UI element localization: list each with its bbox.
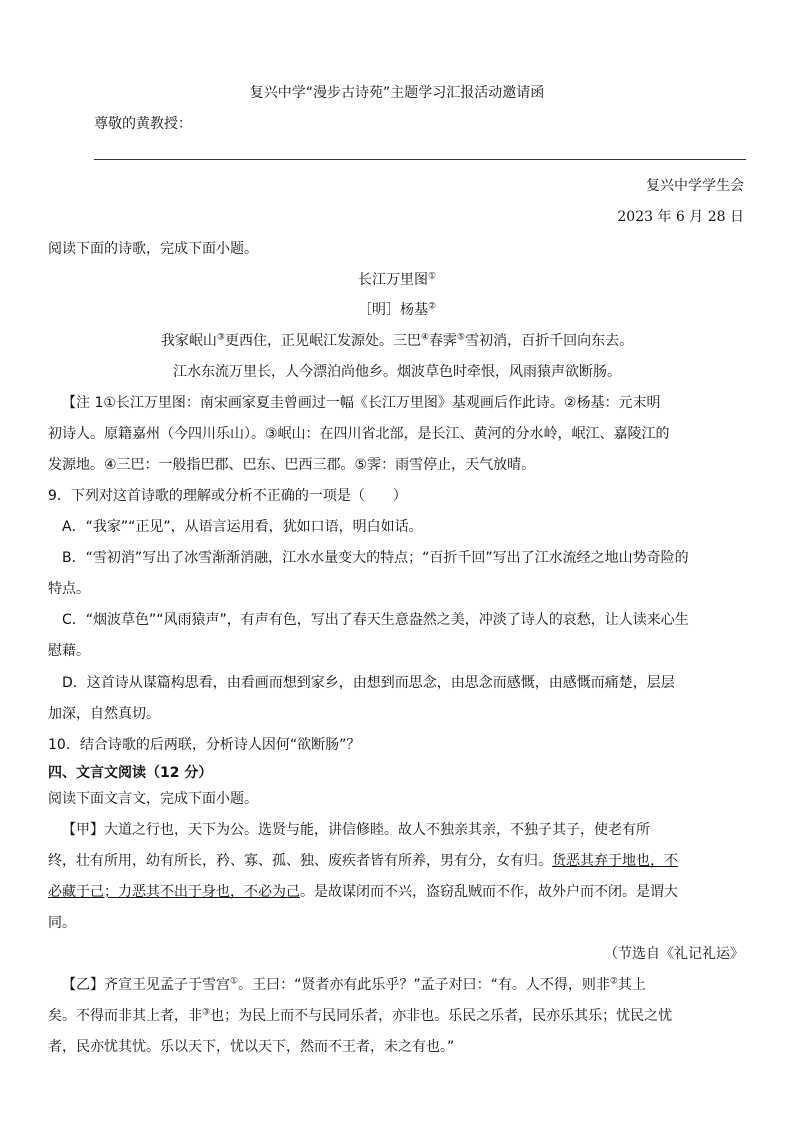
poem-notes-line-3: 发源地。④三巴：一般指巴郡、巴东、巴西三郡。⑤霁：雨雪停止，天气放晴。 <box>48 457 536 473</box>
poem-title <box>0 270 794 290</box>
passage-jia-line-3 <box>48 882 678 902</box>
poem-author-text: ［明］杨基 <box>357 302 428 318</box>
poem-instruction: 阅读下面的诗歌，完成下面小题。 <box>48 241 258 257</box>
passage-yi-line-2 <box>48 1006 672 1026</box>
underlined-text: 必藏于己；力恶其不出于身也，不必为己 <box>48 884 300 900</box>
footnote-marker: ① <box>230 976 239 987</box>
passage-jia-line-4: 同。 <box>48 915 76 931</box>
poem-line-2: 江水东流万里长，人今漂泊尚他乡。烟波草色时牵恨，风雨猿声欲断肠。 <box>173 364 621 380</box>
passage-yi-line-1 <box>62 975 646 995</box>
footnote-marker: ① <box>427 271 437 282</box>
passage-text: 也；为民上而不与民同乐者，亦非也。乐民之乐者，民亦乐其乐；忧民之忧 <box>210 1008 673 1024</box>
passage-yi-line-3: 者，民亦忧其忧。乐以天下，忧以天下，然而不王者，未之有也。” <box>48 1039 455 1055</box>
passage-text: 【乙】齐宣王见孟子于雪宫 <box>62 977 230 993</box>
footnote-marker: ② <box>427 301 437 312</box>
question-9-option-d-cont: 加深，自然真切。 <box>48 706 160 722</box>
question-9-option-c: C．“烟波草色”“风雨猿声”，有声有色，写出了春天生意盎然之美，冲淡了诗人的哀愁，让人读来心生 <box>62 612 689 628</box>
passage-text: 终，壮有所用，幼有所长，矜、寡、孤、独、废疾者皆有所养，男有分，女有归。 <box>48 853 552 869</box>
question-9-option-c-cont: 慰藉。 <box>48 643 90 659</box>
passage-jia-source: （节选自《礼记礼运》 <box>604 946 744 962</box>
passage-text: 。王曰：“贤者亦有此乐乎？”孟子对曰：“有。人不得，则非 <box>238 977 610 993</box>
question-10-stem: 10．结合诗歌的后两联，分析诗人因何“欲断肠”？ <box>48 737 361 753</box>
poem-text: 我家岷山 <box>160 333 217 349</box>
poem-notes-line-2: 初诗人。原籍嘉州（今四川乐山）。③岷山：在四川省北部，是长江、黄河的分水岭，岷江、嘉陵江的 <box>48 426 670 442</box>
footnote-marker: ④ <box>420 332 430 343</box>
invitation-date: 2023 年 6 月 28 日 <box>617 209 744 225</box>
signer: 复兴中学学生会 <box>646 178 744 194</box>
passage-text: 。是故谋闭而不兴，盗窃乱贼而不作，故外户而不闭。是谓大 <box>300 884 678 900</box>
poem-text: 更西住，正见岷江发源处。三巴 <box>224 333 421 349</box>
passage-text: 其上 <box>617 977 646 993</box>
poem-notes-line-1: 【注 1①长江万里图：南宋画家夏圭曾画过一幅《长江万里图》基观画后作此诗。②杨基：元末明 <box>62 395 661 411</box>
poem-author <box>0 300 794 320</box>
question-9-option-a: A．“我家”“正见”，从语言运用看，犹如口语，明白如话。 <box>62 519 423 535</box>
section-heading: 四、文言文阅读（12 分） <box>48 765 213 781</box>
invitation-title: 复兴中学“漫步古诗苑”主题学习汇报活动邀请函 <box>249 85 545 101</box>
passage-jia-line-2 <box>48 851 678 871</box>
salutation: 尊敬的黄教授： <box>94 116 192 132</box>
passage-jia-line-1: 【甲】大道之行也，天下为公。选贤与能，讲信修睦。故人不独亲其亲，不独子其子，使老有所 <box>62 822 650 838</box>
poem-text: 春霁 <box>429 333 458 349</box>
underlined-text: 货恶其弃于地也，不 <box>552 853 678 869</box>
question-9-option-b: B．“雪初消”写出了冰雪渐渐消融，江水水量变大的特点；“百折千回”写出了江水流经之地山势奇险的 <box>62 550 689 566</box>
poem-text: 雪初消，百折千回向东去。 <box>465 333 634 349</box>
blank-line-divider <box>94 159 746 160</box>
question-9-stem: 9．下列对这首诗歌的理解或分析不正确的一项是（ ） <box>48 488 407 504</box>
question-9-option-d: D．这首诗从谋篇构思看，由看画而想到家乡，由想到而思念，由思念而感慨，由感慨而痛楚，层层 <box>62 675 675 691</box>
poem-title-text: 长江万里图 <box>357 272 428 288</box>
footnote-marker: ③ <box>202 1007 211 1018</box>
classical-instruction: 阅读下面文言文，完成下面小题。 <box>48 791 258 807</box>
poem-line-1 <box>0 331 794 351</box>
footnote-marker: ⑤ <box>457 332 466 343</box>
question-9-option-b-cont: 特点。 <box>48 581 90 597</box>
footnote-marker: ② <box>609 976 618 987</box>
passage-text: 矣。不得而非其上者，非 <box>48 1008 202 1024</box>
footnote-marker: ③ <box>216 332 225 343</box>
